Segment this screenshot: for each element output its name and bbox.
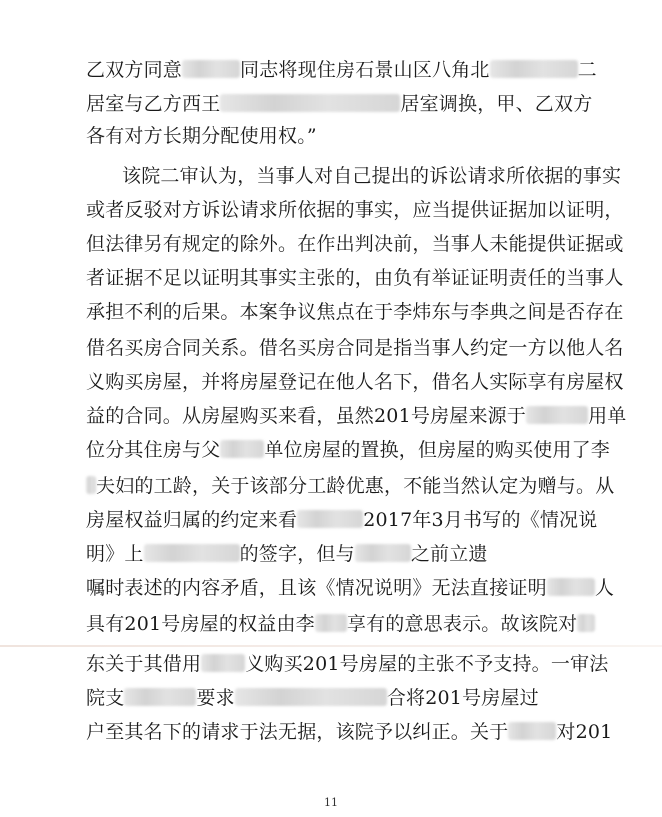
- redaction: [220, 440, 264, 458]
- text-line-7: 者证据不足以证明其事实主张的，由负有举证证明责任的当事人: [86, 267, 624, 289]
- text-line-11: 益的合同。从房屋购买来看，虽然201号房屋来源于 用单: [86, 405, 627, 427]
- redaction: [526, 406, 588, 424]
- redaction: [577, 614, 595, 632]
- text-line-9: 借名买房合同关系。借名买房合同是指当事人约定一方以他人名: [86, 337, 624, 359]
- redaction: [144, 544, 240, 562]
- redaction: [490, 60, 578, 78]
- redaction: [315, 614, 347, 632]
- text-line-6: 但法律另有规定的除外。在作出判决前，当事人未能提供证据或: [86, 233, 624, 255]
- redaction: [508, 722, 556, 740]
- text-line-12: 位分其住房与父 单位房屋的置换，但房屋的购买使用了李: [86, 439, 611, 461]
- redaction: [201, 654, 245, 672]
- redaction: [355, 544, 411, 562]
- redaction: [182, 60, 240, 78]
- text-line-18: 东关于其借用 义购买201号房屋的主张不予支持。一审法: [86, 653, 609, 675]
- page-fold-line: [0, 645, 662, 647]
- text-line-15: 明》上 的签字，但与 之前立遗: [86, 543, 488, 565]
- redaction: [235, 688, 387, 706]
- text-line-13: 夫妇的工龄，关于该部分工龄优惠，不能当然认定为赠与。从: [86, 474, 586, 498]
- redaction: [547, 578, 595, 596]
- text-line-8: 承担不利的后果。本案争议焦点在于李炜东与李典之间是否存在: [86, 301, 624, 323]
- text-line-16: 嘱时表述的内容矛盾，且该《情况说明》无法直接证明 人: [86, 577, 615, 599]
- text-line-4: 该院二审认为，当事人对自己提出的诉讼请求所依据的事实: [122, 165, 622, 187]
- text-line-3: 各有对方长期分配使用权。”: [86, 125, 317, 147]
- page-number: 11: [324, 796, 338, 809]
- redaction: [86, 476, 96, 494]
- text-line-14: 房屋权益归属的约定来看 2017年3月书写的《情况说: [86, 509, 598, 531]
- text-line-1: 乙双方同意 同志将现住房石景山区八角北 二: [86, 59, 597, 81]
- redaction: [297, 510, 363, 528]
- text-line-19: 院支 要求 合将201号房屋过: [86, 687, 539, 709]
- text-line-2: 居室与乙方西王 居室调换，甲、乙双方: [86, 93, 593, 115]
- text-line-20: 户至其名下的请求于法无据，该院予以纠正。关于 对201: [86, 721, 613, 743]
- redaction: [124, 688, 196, 706]
- text-line-10: 义购买房屋，并将房屋登记在他人名下，借名人实际享有房屋权: [86, 371, 624, 393]
- text-line-17: 具有201号房屋的权益由李 享有的意思表示。故该院对: [86, 612, 586, 636]
- text-line-5: 或者反驳对方诉讼请求所依据的事实，应当提供证据加以证明，: [86, 199, 624, 221]
- redaction: [220, 94, 400, 112]
